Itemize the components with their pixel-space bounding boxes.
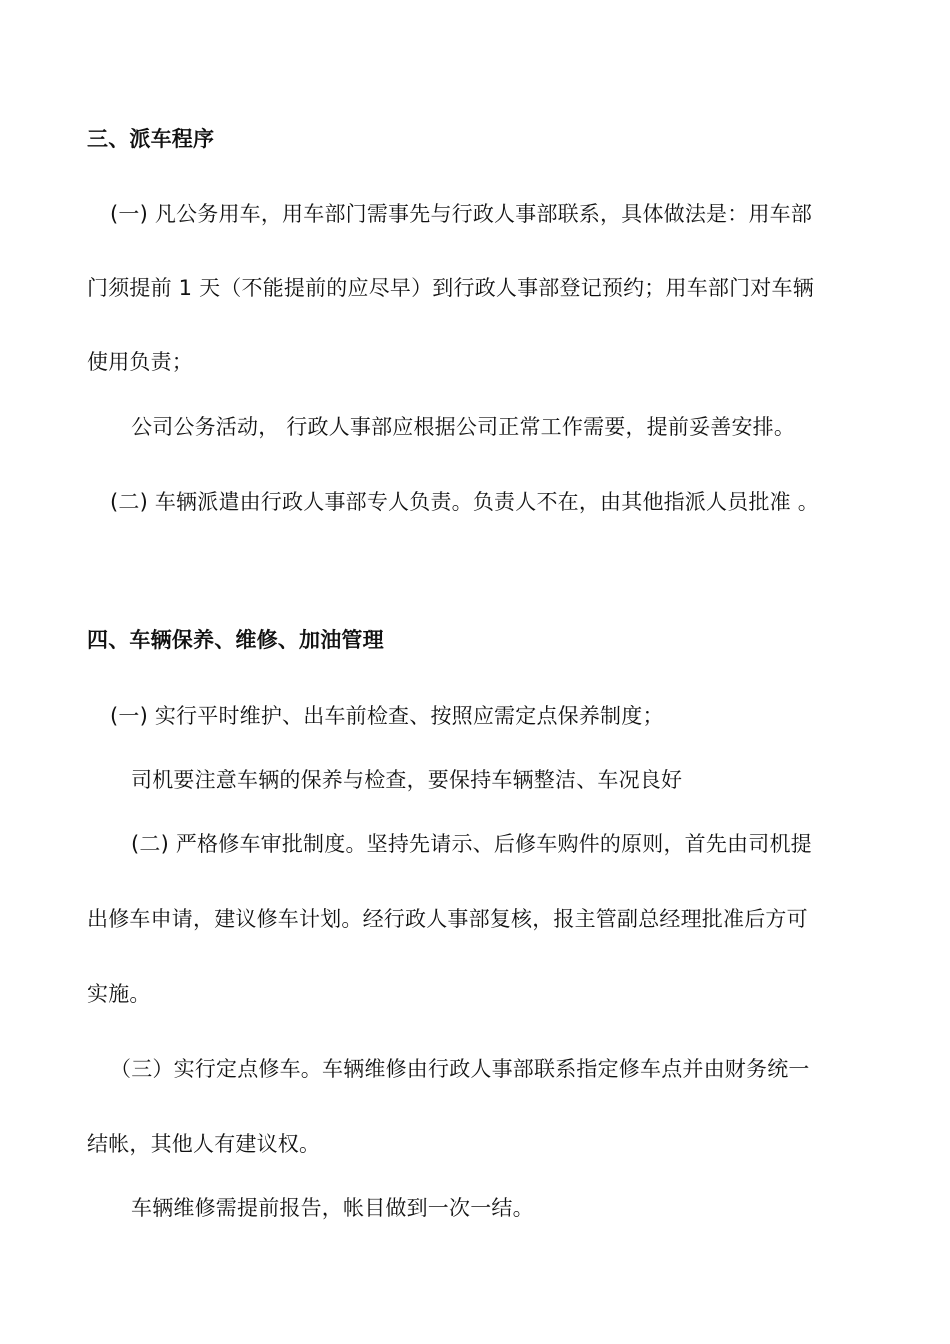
section-4-paragraph-2: 司机要注意车辆的保养与检查，要保持车辆整洁、车况良好 bbox=[131, 768, 683, 792]
section-3-paragraph-2: 公司公务活动， 行政人事部应根据公司正常工作需要，提前妥善安排。 bbox=[131, 415, 796, 439]
section-4-paragraph-3-line-2: 出修车申请，建议修车计划。经行政人事部复核，报主管副总经理批准后方可 bbox=[87, 907, 808, 931]
section-4-paragraph-1: (一) 实行平时维护、出车前检查、按照应需定点保养制度； bbox=[110, 704, 664, 728]
section-4-paragraph-3-line-3: 实施。 bbox=[87, 982, 151, 1006]
section-4-paragraph-5: 车辆维修需提前报告，帐目做到一次一结。 bbox=[131, 1196, 534, 1220]
section-3-paragraph-1-line-3: 使用负责； bbox=[87, 350, 193, 374]
section-3-paragraph-3: (二) 车辆派遣由行政人事部专人负责。负责人不在，由其他指派人员批准 。 bbox=[110, 490, 819, 514]
section-4-paragraph-4-line-2: 结帐，其他人有建议权。 bbox=[87, 1132, 321, 1156]
section-4-heading: 四、车辆保养、维修、加油管理 bbox=[87, 628, 384, 652]
section-4-paragraph-4-line-1: （三）实行定点修车。车辆维修由行政人事部联系指定修车点并由财务统一 bbox=[110, 1057, 810, 1081]
section-4-paragraph-3-line-1: (二) 严格修车审批制度。坚持先请示、后修车购件的原则，首先由司机提 bbox=[131, 832, 812, 856]
section-3-paragraph-1-line-2: 门须提前 1 天（不能提前的应尽早）到行政人事部登记预约；用车部门对车辆 bbox=[87, 276, 814, 300]
section-3-heading: 三、派车程序 bbox=[87, 127, 215, 151]
section-3-paragraph-1-line-1: (一) 凡公务用车，用车部门需事先与行政人事部联系，具体做法是：用车部 bbox=[110, 202, 813, 226]
